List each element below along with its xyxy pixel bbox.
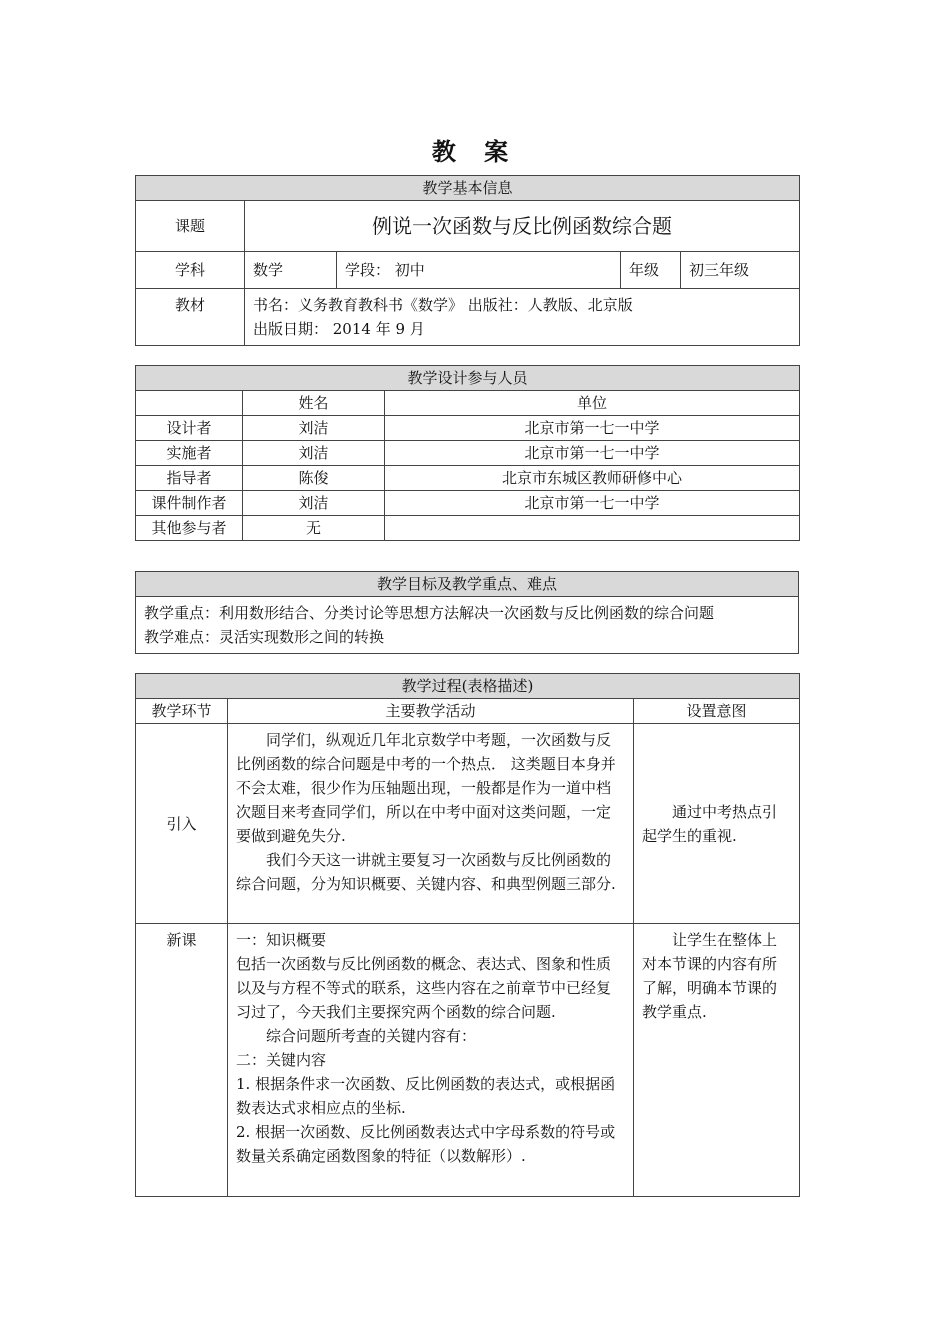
process-header: 教学过程(表格描述) [136,674,800,699]
staff-table [135,365,800,541]
process-col-stage: 教学环节 [136,699,228,724]
staff-role: 指导者 [136,466,243,491]
newlesson-item-1: 1. 根据条件求一次函数、反比例函数的表达式，或根据函数表达式求相应点的坐标. [236,1075,616,1117]
table-row [136,724,800,924]
textbook-info [245,289,800,346]
staff-col-name: 姓名 [243,391,385,416]
staff-role: 课件制作者 [136,491,243,516]
process-col-activity: 主要教学活动 [228,699,634,724]
staff-unit: 北京市东城区教师研修中心 [385,466,800,491]
key-point: 教学重点：利用数形结合、分类讨论等思想方法解决一次函数与反比例函数的综合问题 [144,604,715,622]
page-title: 教 案 [431,137,519,166]
table-row [136,924,800,1197]
intro-paragraph-2: 我们今天这一讲就主要复习一次函数与反比例函数的综合问题，分为知识概要、关键内容、和典型例题三部分. [236,851,616,893]
staff-unit [385,516,800,541]
newlesson-paragraph-2: 综合问题所考查的关键内容有： [266,1027,477,1045]
staff-name: 刘洁 [243,491,385,516]
table-row [136,466,800,491]
textbook-label: 教材 [136,289,245,346]
staff-name: 刘洁 [243,416,385,441]
staff-name: 无 [243,516,385,541]
staff-name: 陈俊 [243,466,385,491]
table-row [136,441,800,466]
intro-paragraph-1: 同学们，纵观近几年北京数学中考题，一次函数与反比例函数的综合问题是中考的一个热点． 这类题目本身并不会太难，很少作为压轴题出现，一般都是作为一道中档次题目来考查同学们，所以在中考中面对这类问题，一定要做到避免失分. [236,731,616,845]
newlesson-section-2: 二：关键内容 [236,1051,327,1069]
goals-table [135,571,799,654]
goals-content [136,597,799,654]
staff-role: 实施者 [136,441,243,466]
staff-unit: 北京市第一七一中学 [385,491,800,516]
intro-stage: 引入 [136,724,228,924]
process-col-intent: 设置意图 [634,699,800,724]
subject-label: 学科 [136,252,245,289]
newlesson-stage: 新课 [136,924,228,1197]
staff-unit: 北京市第一七一中学 [385,416,800,441]
intro-intent: 通过中考热点引起学生的重视. [634,724,800,924]
stage-label: 学段： 初中 [337,252,621,289]
newlesson-intent: 让学生在整体上对本节课的内容有所了解，明确本节课的教学重点. [634,924,800,1197]
staff-unit: 北京市第一七一中学 [385,441,800,466]
grade-label: 年级 [621,252,681,289]
goals-header: 教学目标及教学重点、难点 [136,572,799,597]
difficulty: 教学难点：灵活实现数形之间的转换 [144,628,385,646]
textbook-line-2: 出版日期： 2014 年 9 月 [253,320,425,338]
process-table [135,673,800,1197]
staff-corner-cell [136,391,243,416]
textbook-line-1: 书名：义务教育教科书《数学》 出版社：人教版、北京版 [253,296,633,314]
newlesson-activity [228,924,634,1197]
table-row [136,491,800,516]
staff-col-unit: 单位 [385,391,800,416]
basic-info-table [135,175,800,346]
subject-value: 数学 [245,252,337,289]
staff-role: 设计者 [136,416,243,441]
table-row [136,516,800,541]
intro-activity [228,724,634,924]
staff-role: 其他参与者 [136,516,243,541]
staff-name: 刘洁 [243,441,385,466]
newlesson-paragraph-1: 包括一次函数与反比例函数的概念、表达式、图象和性质以及与方程不等式的联系，这些内容在之前章节中已经复习过了，今天我们主要探究两个函数的综合问题. [236,955,612,1021]
newlesson-section-1: 一：知识概要 [236,931,327,949]
basic-info-header: 教学基本信息 [136,176,800,201]
table-row [136,416,800,441]
newlesson-item-2: 2. 根据一次函数、反比例函数表达式中字母系数的符号或数量关系确定函数图象的特征（以数解形）. [236,1123,616,1165]
topic-label: 课题 [136,201,245,252]
topic-value: 例说一次函数与反比例函数综合题 [245,201,800,252]
grade-value: 初三年级 [681,252,800,289]
staff-header: 教学设计参与人员 [136,366,800,391]
